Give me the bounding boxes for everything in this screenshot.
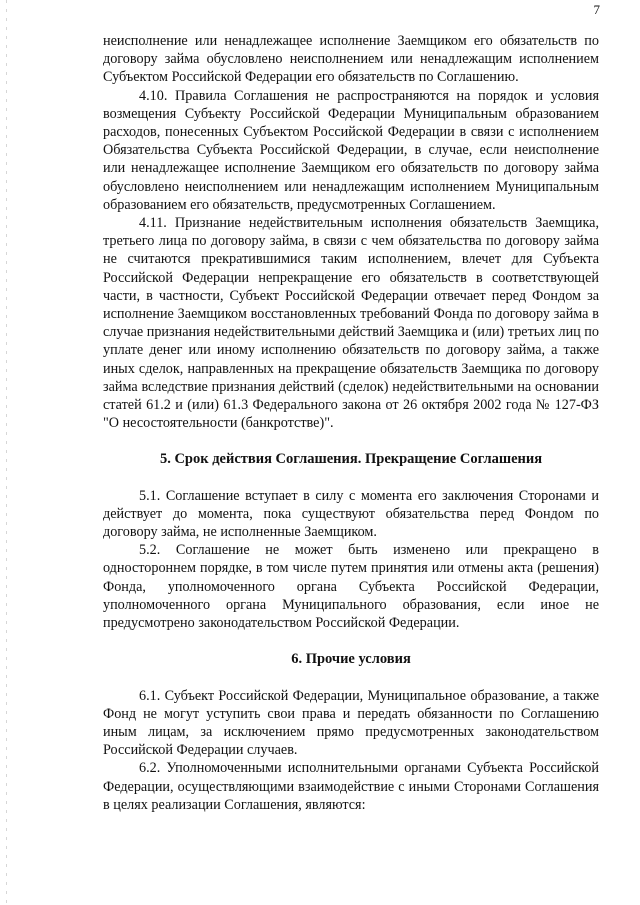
- section-5-heading: 5. Срок действия Соглашения. Прекращение Соглашения: [159, 451, 543, 468]
- page-number: 7: [593, 2, 600, 17]
- paragraph-4-10: 4.10. Правила Соглашения не распространяются на порядок и условия возмещения Субъекту Российской Федерации Муниципальным образованием расходов, понесенных Субъектом Российской Федерации в связи с исполнением Обязательства Субъекта Российской Федерации, в случае, если неисполнение или ненадлежащее исполнение Заемщиком его обязательств по договору займа обусловлено неисполнением или ненадлежащим исполнением Муниципальным образованием его обязательств, предусмотренных Соглашением.: [103, 87, 599, 213]
- paragraph-4-9-continuation: неисполнение или ненадлежащее исполнение Заемщиком его обязательств по договору займа обусловлено неисполнением или ненадлежащим исполнением Субъектом Российской Федерации его обязательств по Соглашению.: [103, 33, 599, 86]
- paragraph-6-2: 6.2. Уполномоченными исполнительными органами Субъекта Российской Федерации, осуществляющими взаимодействие с иными Сторонами Соглашения в целях реализации Соглашения, являются:: [103, 760, 599, 813]
- paragraph-4-11: 4.11. Признание недействительным исполнения обязательств Заемщика, третьего лица по договору займа, в связи с чем обязательства по договору займа не считаются прекратившимися таким исполнением, влечет для Субъекта Российской Федерации непрекращение его обязательств в соответствующей части, в частности, Субъект Российской Федерации отвечает перед Фондом за исполнение Заемщиком восстановленных требований Фонда по договору займа в случае признания недействительными действий Заемщика и (или) третьих лиц по уплате денег или иному исполнению обязательств по договору займа, а также иных сделок, направленных на прекращение обязательств Заемщика по договору займа вследствие признания действий (сделок) недействительными на основании статей 61.2 и (или) 61.3 Федерального закона от 26 октября 2002 года № 127-ФЗ "О несостоятельности (банкротстве)".: [103, 215, 599, 432]
- scan-edge-artifact: [6, 0, 7, 905]
- paragraph-6-1: 6.1. Субъект Российской Федерации, Муниципальное образование, а также Фонд не могут уступить свои права и передать обязанности по Соглашению иным лицам, за исключением прямо предусмотренных законодательством Российской Федерации случаев.: [103, 687, 599, 759]
- document-body: [103, 32, 599, 814]
- section-6-heading: 6. Прочие условия: [291, 651, 411, 668]
- paragraph-5-1: 5.1. Соглашение вступает в силу с момента его заключения Сторонами и действует до момента, пока существуют обязательства перед Фондом по договору займа, не исполненные Заемщиком.: [103, 487, 599, 541]
- paragraph-5-2: 5.2. Соглашение не может быть изменено или прекращено в одностороннем порядке, в том числе путем принятия или отмены акта (решения) Фонда, уполномоченного органа Субъекта Российской Федерации, уполномоченного органа Муниципального образования, если иное не предусмотрено законодательством Российской Федерации.: [103, 542, 599, 632]
